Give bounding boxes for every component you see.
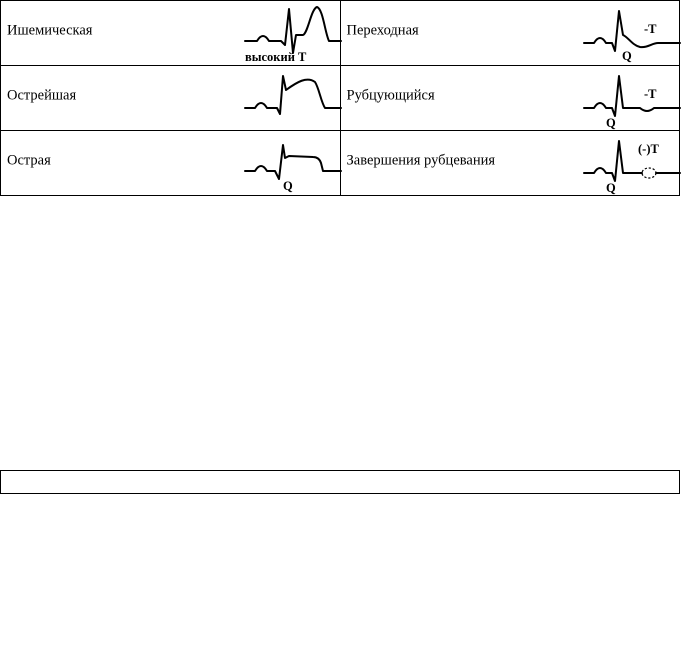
t-wave-annotation: -T bbox=[643, 22, 656, 36]
q-wave-annotation: Q bbox=[283, 179, 293, 193]
q-wave-annotation: Q bbox=[605, 116, 616, 130]
stage-cell-ischemic bbox=[1, 1, 341, 66]
ecg-q-st-plateau-icon bbox=[245, 133, 341, 195]
stage-name: Ишемическая bbox=[7, 22, 93, 39]
q-wave-annotation: Q bbox=[605, 181, 616, 195]
stage-name: Острейшая bbox=[7, 87, 77, 104]
ecg-q-dashed-t-icon bbox=[584, 133, 680, 195]
stage-name: Переходная bbox=[346, 22, 419, 39]
table-row bbox=[1, 131, 680, 196]
table-row bbox=[1, 1, 680, 66]
stage-cell-transitional bbox=[340, 1, 680, 66]
stage-name: Острая bbox=[7, 152, 51, 169]
t-wave-annotation: (-)T bbox=[637, 142, 659, 156]
mi-stages-table bbox=[0, 0, 680, 196]
stage-cell-hyperacute bbox=[1, 66, 341, 131]
ecg-tall-t-wave-icon bbox=[245, 3, 341, 65]
stage-name: Завершения рубцевания bbox=[346, 152, 496, 169]
stage-name: Рубцующийся bbox=[346, 87, 435, 104]
t-wave-annotation: -T bbox=[643, 87, 656, 101]
stage-cell-scarring bbox=[340, 66, 680, 131]
table-row bbox=[1, 66, 680, 131]
ecg-st-elevation-monophasic-icon bbox=[245, 68, 341, 130]
ecg-q-negative-t-icon bbox=[584, 3, 680, 65]
ecg-q-flat-negative-t-icon bbox=[584, 68, 680, 130]
empty-bordered-box bbox=[0, 470, 680, 494]
stage-cell-acute bbox=[1, 131, 341, 196]
stage-cell-scarring-complete bbox=[340, 131, 680, 196]
q-wave-annotation: Q bbox=[621, 49, 632, 63]
wave-annotation: высокий Т bbox=[245, 50, 307, 64]
